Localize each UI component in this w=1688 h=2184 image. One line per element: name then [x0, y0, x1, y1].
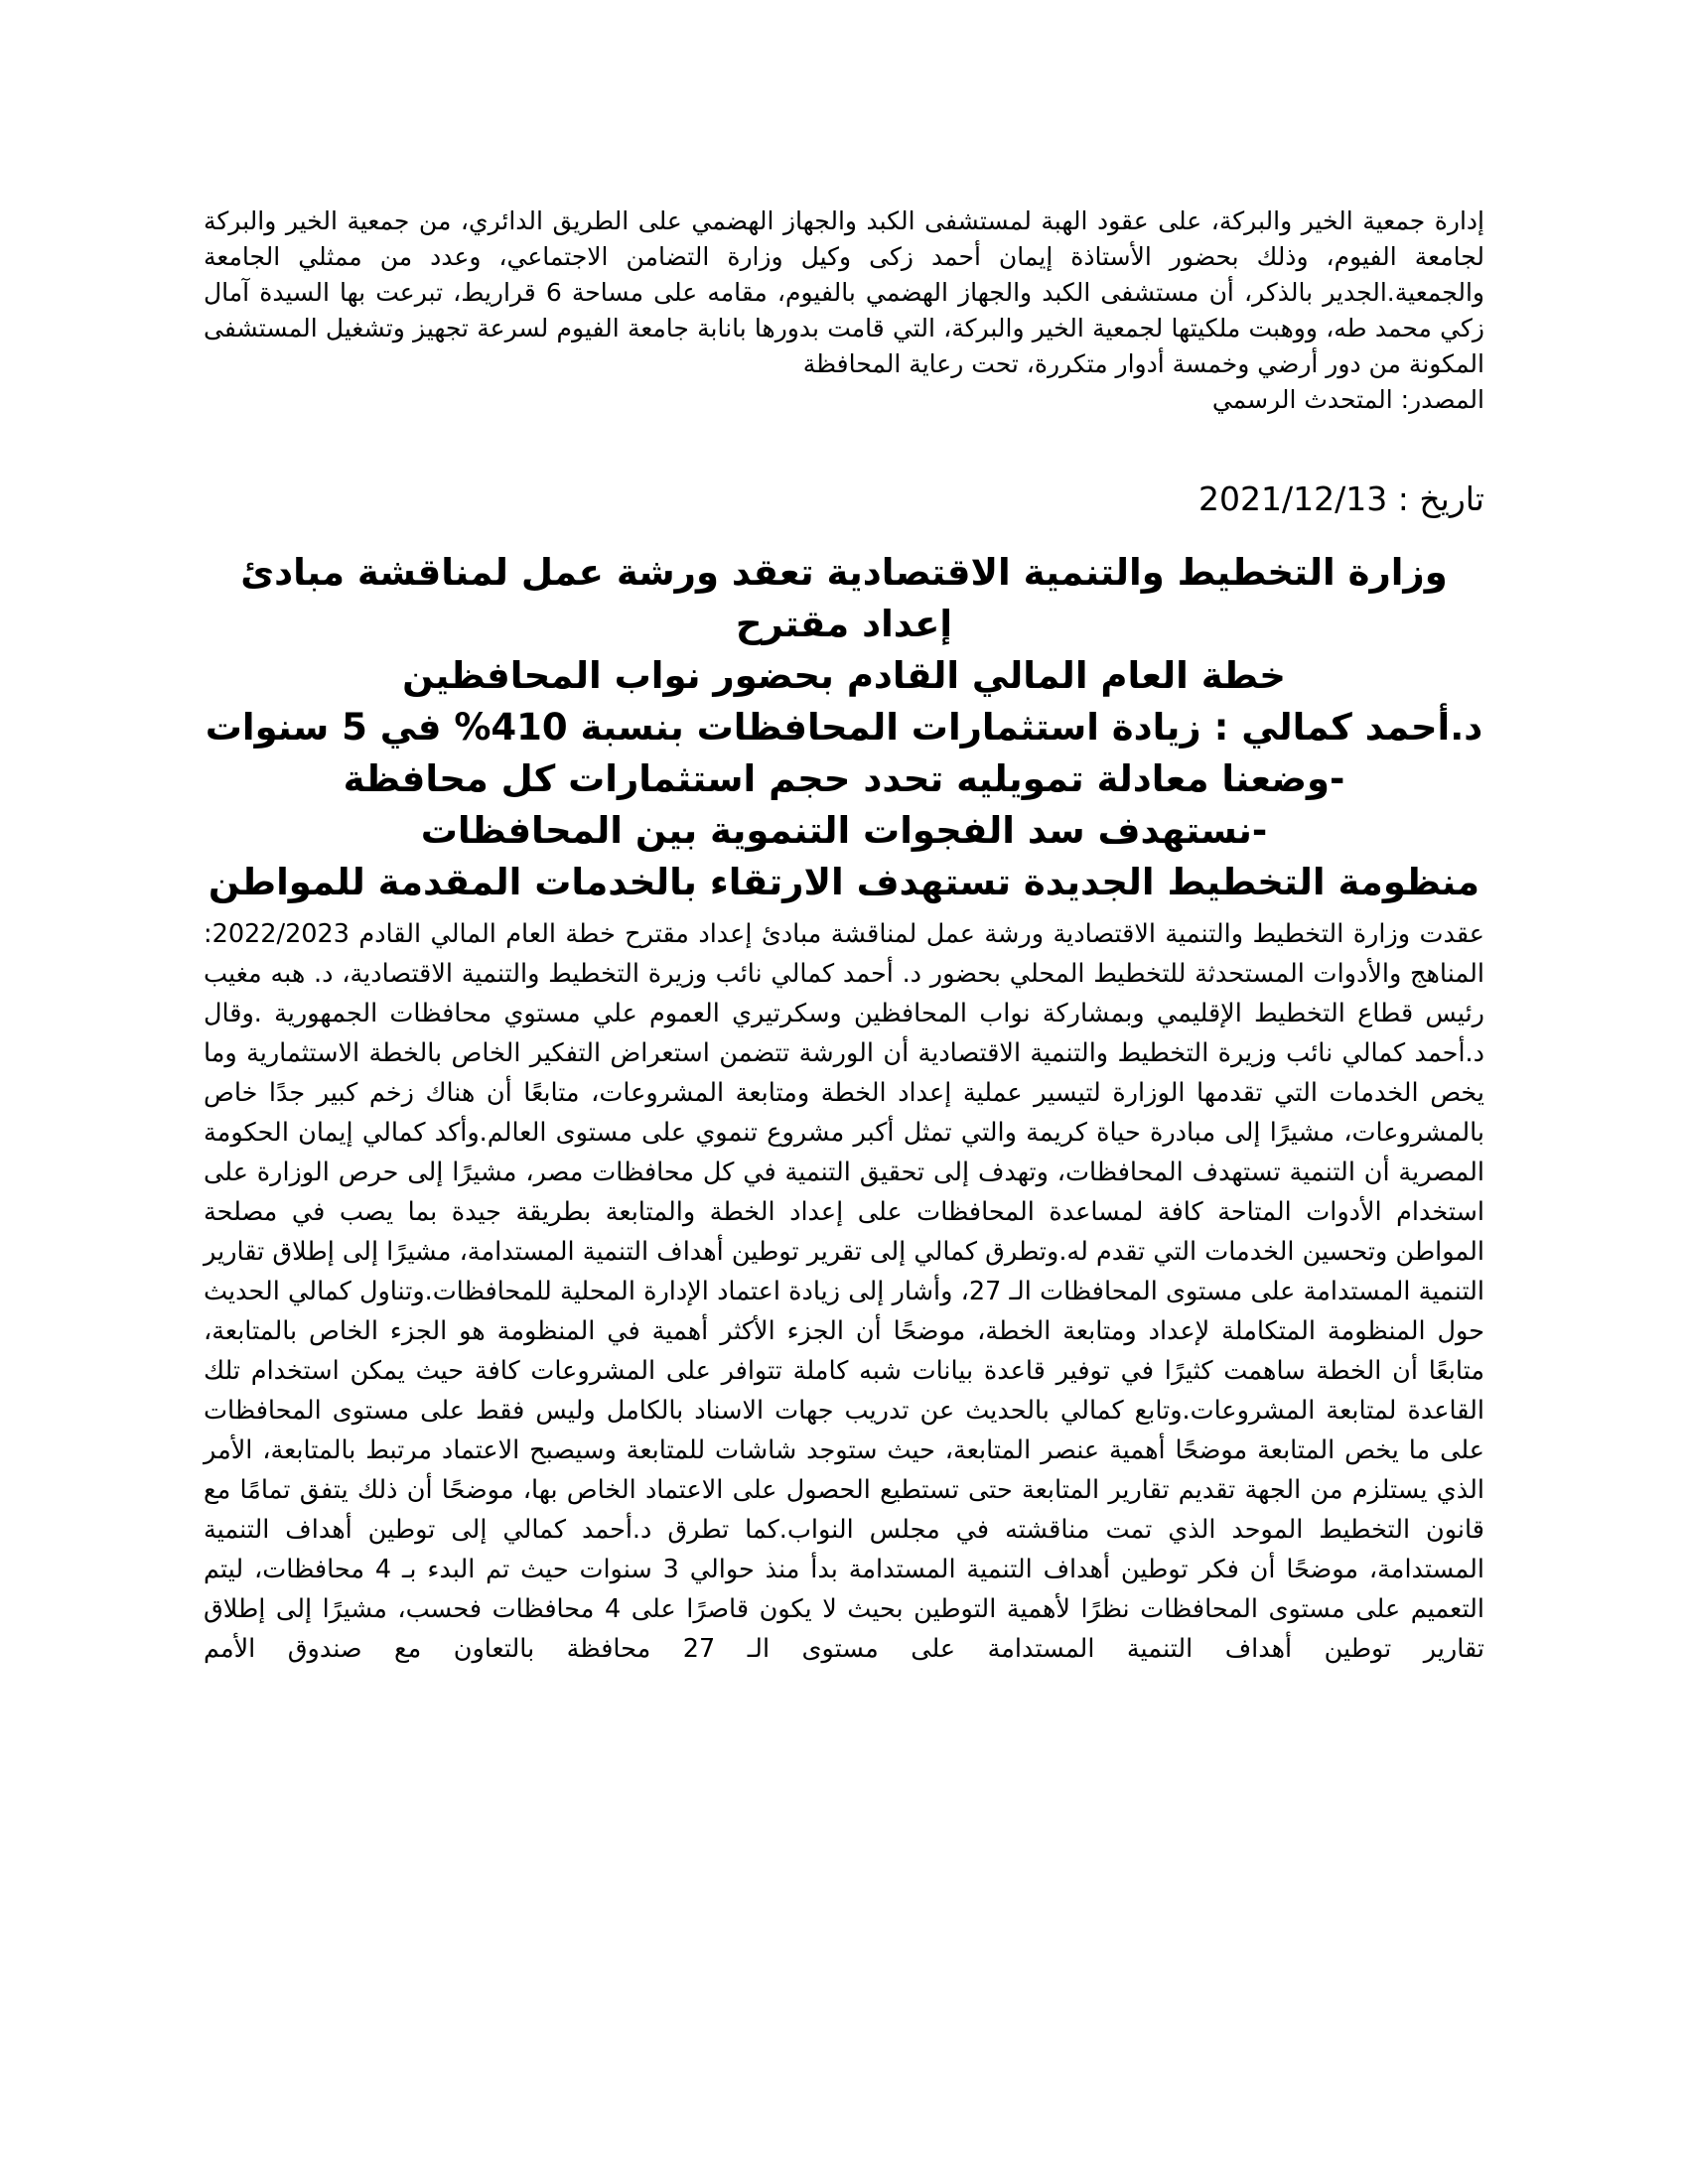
headline-main-continued: خطة العام المالي القادم بحضور نواب المحافظين — [402, 654, 1286, 697]
intro-paragraph: إدارة جمعية الخير والبركة، على عقود الهبة لمستشفى الكبد والجهاز الهضمي على الطريق الدائري، من جمعية الخير والبركة لجامعة الفيوم، وذلك بحضور الأستاذة إيمان أحمد زكى وكيل وزارة التضامن الاجتماعي، وعدد من ممثلي الجامعة والجمعية.الجدير بالذكر، أن مستشفى الكبد والجهاز الهضمي بالفيوم، مقامه على مساحة 6 قراريط، تبرعت بها السيدة آمال زكي محمد طه، ووهبت ملكيتها لجمعية الخير والبركة، التي قامت بدورها بانابة جامعة الفيوم لسرعة تجهيز وتشغيل المستشفى المكونة من دور أرضي وخمسة أدوار متكررة، تحت رعاية المحافظة — [204, 206, 1484, 378]
article-body: عقدت وزارة التخطيط والتنمية الاقتصادية ورشة عمل لمناقشة مبادئ إعداد مقترح خطة العام المالي القادم 2022/2023: المناهج والأدوات المستحدثة للتخطيط المحلي بحضور د. أحمد كمالي نائب وزيرة التخطيط والتنمية الاقتصادية، د. هبه مغيب رئيس قطاع التخطيط الإقليمي وبمشاركة نواب المحافظين وسكرتيري العموم علي مستوي محافظات الجمهورية .وقال د.أحمد كمالي نائب وزيرة التخطيط والتنمية الاقتصادية أن الورشة تتضمن استعراض التفكير الخاص بالخطة الاستثمارية وما يخص الخدمات التي تقدمها الوزارة لتيسير عملية إعداد الخطة ومتابعة المشروعات، متابعًا أن هناك زخم كبير جدًا خاص بالمشروعات، مشيرًا إلى مبادرة حياة كريمة والتي تمثل أكبر مشروع تنموي على مستوى العالم.وأكد كمالي إيمان الحكومة المصرية أن التنمية تستهدف المحافظات، وتهدف إلى تحقيق التنمية في كل محافظات مصر، مشيرًا إلى حرص الوزارة على استخدام الأدوات المتاحة كافة لمساعدة المحافظات على إعداد الخطة والمتابعة بطريقة جيدة بما يصب في مصلحة المواطن وتحسين الخدمات التي تقدم له.وتطرق كمالي إلى تقرير توطين أهداف التنمية المستدامة، مشيرًا إلى إطلاق تقارير التنمية المستدامة على مستوى المحافظات الـ 27، وأشار إلى زيادة اعتماد الإدارة المحلية للمحافظات.وتناول كمالي الحديث حول المنظومة المتكاملة لإعداد ومتابعة الخطة، موضحًا أن الجزء الأكثر أهمية في المنظومة هو الجزء الخاص بالمتابعة، متابعًا أن الخطة ساهمت كثيرًا في توفير قاعدة بيانات شبه كاملة تتوافر على المشروعات كافة حيث يمكن استخدام تلك القاعدة لمتابعة المشروعات.وتابع كمالي بالحديث عن تدريب جهات الاسناد بالكامل وليس فقط على مستوى المحافظات على ما يخص المتابعة موضحًا أهمية عنصر المتابعة، حيث ستوجد شاشات للمتابعة وسيصبح الاعتماد مرتبط بالمتابعة، الأمر الذي يستلزم من الجهة تقديم تقارير المتابعة حتى تستطيع الحصول على الاعتماد الخاص بها، موضحًا أن ذلك يتفق تمامًا مع قانون التخطيط الموحد الذي تمت مناقشته في مجلس النواب.كما تطرق د.أحمد كمالي إلى توطين أهداف التنمية المستدامة، موضحًا أن فكر توطين أهداف التنمية المستدامة بدأ منذ حوالي 3 سنوات حيث تم البدء بـ 4 محافظات، ليتم التعميم على مستوى المحافظات نظرًا لأهمية التوطين بحيث لا يكون قاصرًا على 4 محافظات فحسب، مشيرًا إلى إطلاق تقارير توطين أهداف التنمية المستدامة على مستوى الـ 27 محافظة بالتعاون مع صندوق الأمم — [204, 919, 1485, 1664]
document-page — [204, 204, 1484, 1669]
headline-main: وزارة التخطيط والتنمية الاقتصادية تعقد ورشة عمل لمناقشة مبادئ إعداد مقترح — [240, 551, 1448, 645]
headline-planning-system: منظومة التخطيط الجديدة تستهدف الارتقاء بالخدمات المقدمة للمواطن — [208, 861, 1480, 903]
article-headlines — [204, 547, 1484, 908]
headline-development-gaps: -نستهدف سد الفجوات التنموية بين المحافظات — [420, 809, 1268, 852]
article-date: تاريخ : 2021/12/13 — [1198, 479, 1484, 518]
source-line: المصدر: المتحدث الرسمي — [1211, 385, 1484, 414]
headline-funding-equation: -وضعنا معادلة تمويليه تحدد حجم استثمارات كل محافظة — [343, 757, 1345, 800]
headline-investment-increase: د.أحمد كمالي : زيادة استثمارات المحافظات بنسبة 410% في 5 سنوات — [205, 706, 1483, 749]
